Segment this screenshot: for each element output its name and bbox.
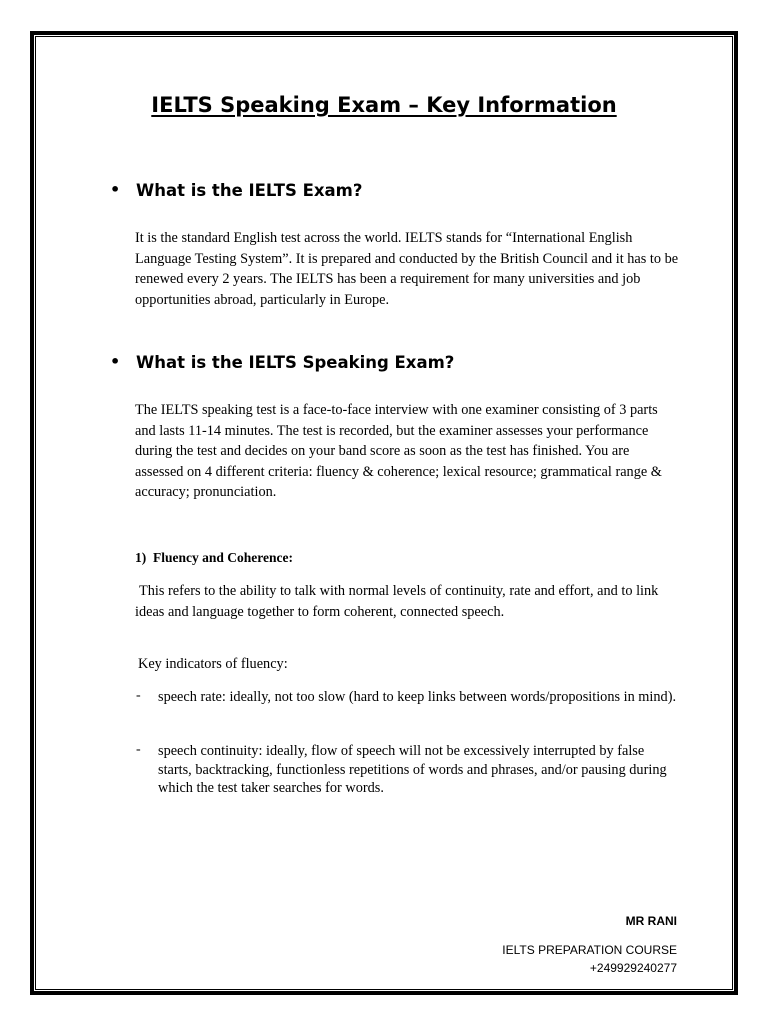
page-title: IELTS Speaking Exam – Key Information <box>151 93 617 117</box>
criterion-title: Fluency and Coherence: <box>153 550 293 565</box>
section-heading-ielts-exam: What is the IELTS Exam? <box>136 181 363 200</box>
criterion-number: 1) <box>135 550 147 565</box>
list-item: speech rate: ideally, not too slow (hard to keep links between words/propositions in mind). <box>158 689 677 705</box>
section-paragraph-ielts-exam: It is the standard English test across the world. IELTS stands for “International English Language Testing System”. It is prepared and conducted by the British Council and it has to be renewed every 2 years. The IELTS has been a requirement for many universities and job opportunities abroad, particularly in Europe. <box>135 230 679 308</box>
bullet-icon: • <box>110 180 121 199</box>
footer-name: MR RANI <box>625 914 677 928</box>
list-dash: - <box>136 688 141 703</box>
list-dash: - <box>136 742 141 757</box>
criterion-heading <box>135 548 293 568</box>
section-paragraph-speaking-exam: The IELTS speaking test is a face-to-face interview with one examiner consisting of 3 parts and lasts 11-14 minutes. The test is recorded, but the examiner assesses your performance during the test and decides on your band score as soon as the test has finished. You are assessed on 4 different criteria: fluency & coherence; lexical resource; grammatical range & accuracy; pronunciation. <box>135 402 662 501</box>
footer-course: IELTS PREPARATION COURSE <box>502 943 677 957</box>
footer-phone: +249929240277 <box>589 961 677 975</box>
criterion-description: This refers to the ability to talk with normal levels of continuity, rate and effort, and to link ideas and language together to form coherent, connected speech. <box>135 583 659 620</box>
indicators-label: Key indicators of fluency: <box>138 656 288 672</box>
list-item: speech continuity: ideally, flow of speech will not be excessively interrupted by false starts, backtracking, functionless repetitions of words and phrases, and/or pausing during which the test taker searches for words. <box>158 743 667 797</box>
bullet-icon: • <box>110 352 121 371</box>
section-heading-speaking-exam: What is the IELTS Speaking Exam? <box>136 353 455 372</box>
